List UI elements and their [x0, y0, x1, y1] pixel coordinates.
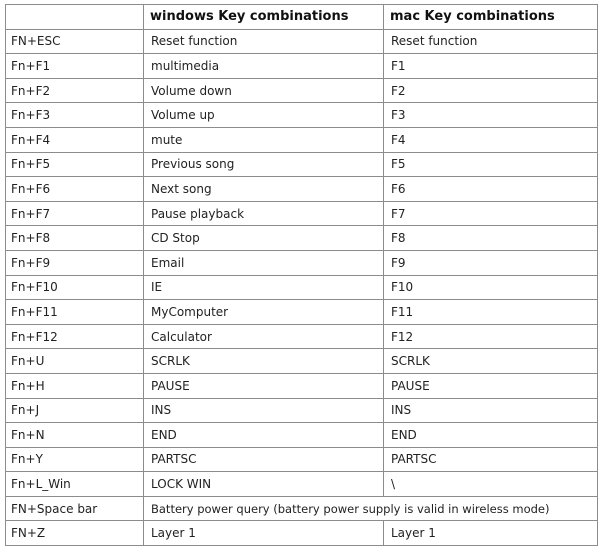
windows-cell: Reset function: [144, 29, 384, 54]
key-cell: Fn+H: [6, 373, 144, 398]
windows-cell: Layer 1: [144, 521, 384, 546]
mac-cell: F3: [384, 103, 598, 128]
header-row: [6, 5, 598, 30]
key-cell: Fn+Y: [6, 447, 144, 472]
mac-cell: F9: [384, 250, 598, 275]
mac-cell: F4: [384, 127, 598, 152]
table-row: [6, 398, 598, 423]
key-cell: Fn+F10: [6, 275, 144, 300]
key-cell: Fn+F1: [6, 54, 144, 79]
windows-cell: Calculator: [144, 324, 384, 349]
windows-cell: PARTSC: [144, 447, 384, 472]
mac-cell: PAUSE: [384, 373, 598, 398]
table-row: [6, 521, 598, 546]
windows-cell: Previous song: [144, 152, 384, 177]
table-row: [6, 103, 598, 128]
windows-cell: Volume up: [144, 103, 384, 128]
mac-cell: F5: [384, 152, 598, 177]
key-cell: FN+ESC: [6, 29, 144, 54]
table-row: [6, 423, 598, 448]
table-row: [6, 275, 598, 300]
windows-cell: END: [144, 423, 384, 448]
key-cell: Fn+F8: [6, 226, 144, 251]
table-row: [6, 226, 598, 251]
windows-cell: MyComputer: [144, 300, 384, 325]
key-cell: Fn+F11: [6, 300, 144, 325]
key-cell: Fn+F3: [6, 103, 144, 128]
key-combinations-table: [5, 4, 598, 546]
table-row: [6, 201, 598, 226]
mac-cell: Layer 1: [384, 521, 598, 546]
mac-cell: F11: [384, 300, 598, 325]
table-row-space-bar: [6, 496, 598, 521]
windows-cell: Pause playback: [144, 201, 384, 226]
battery-query-cell: Battery power query (battery power supply is valid in wireless mode): [144, 496, 598, 521]
table-row: [6, 447, 598, 472]
key-cell: Fn+F12: [6, 324, 144, 349]
key-cell: Fn+F9: [6, 250, 144, 275]
mac-cell: F2: [384, 78, 598, 103]
key-cell: Fn+F5: [6, 152, 144, 177]
windows-cell: IE: [144, 275, 384, 300]
key-cell: Fn+J: [6, 398, 144, 423]
windows-cell: Next song: [144, 177, 384, 202]
windows-cell: LOCK WIN: [144, 472, 384, 497]
table-row: [6, 29, 598, 54]
header-mac: mac Key combinations: [384, 5, 598, 30]
key-cell: Fn+U: [6, 349, 144, 374]
table-row: [6, 250, 598, 275]
key-cell: Fn+F7: [6, 201, 144, 226]
table-row: [6, 177, 598, 202]
table-row: [6, 373, 598, 398]
windows-cell: CD Stop: [144, 226, 384, 251]
table-row: [6, 472, 598, 497]
windows-cell: PAUSE: [144, 373, 384, 398]
mac-cell: F7: [384, 201, 598, 226]
key-cell: Fn+L_Win: [6, 472, 144, 497]
mac-cell: INS: [384, 398, 598, 423]
table-row: [6, 324, 598, 349]
table-row: [6, 78, 598, 103]
key-cell: Fn+N: [6, 423, 144, 448]
windows-cell: INS: [144, 398, 384, 423]
table-row: [6, 127, 598, 152]
windows-cell: Email: [144, 250, 384, 275]
mac-cell: F10: [384, 275, 598, 300]
key-cell: Fn+F4: [6, 127, 144, 152]
mac-cell: F1: [384, 54, 598, 79]
key-cell: Fn+F2: [6, 78, 144, 103]
mac-cell: SCRLK: [384, 349, 598, 374]
table-row: [6, 300, 598, 325]
mac-cell: PARTSC: [384, 447, 598, 472]
key-combinations-table-wrapper: [5, 4, 598, 546]
mac-cell: F12: [384, 324, 598, 349]
key-cell: FN+Z: [6, 521, 144, 546]
windows-cell: SCRLK: [144, 349, 384, 374]
mac-cell: \: [384, 472, 598, 497]
mac-cell: F6: [384, 177, 598, 202]
key-cell: FN+Space bar: [6, 496, 144, 521]
table-row: [6, 152, 598, 177]
mac-cell: END: [384, 423, 598, 448]
mac-cell: Reset function: [384, 29, 598, 54]
key-cell: Fn+F6: [6, 177, 144, 202]
table-row: [6, 349, 598, 374]
windows-cell: mute: [144, 127, 384, 152]
mac-cell: F8: [384, 226, 598, 251]
header-windows: windows Key combinations: [144, 5, 384, 30]
windows-cell: multimedia: [144, 54, 384, 79]
windows-cell: Volume down: [144, 78, 384, 103]
header-key: [6, 5, 144, 30]
table-row: [6, 54, 598, 79]
